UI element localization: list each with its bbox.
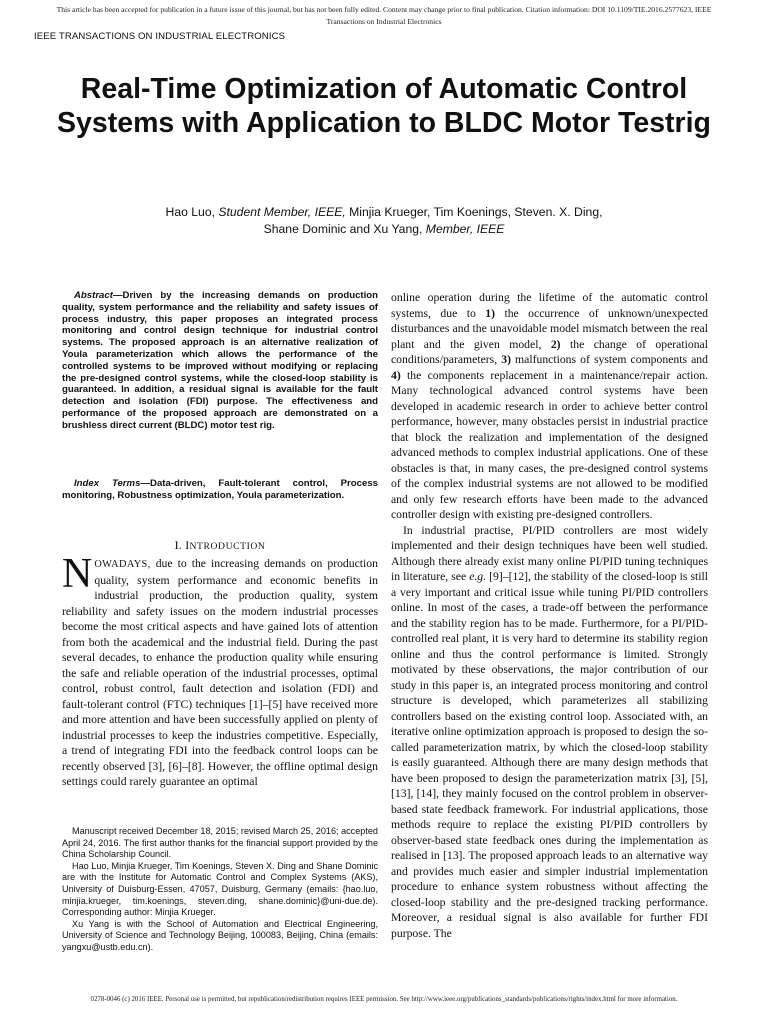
abstract-text: —Driven by the increasing demands on production quality, system performance and the reliability and safety issues of process industry, this paper proposes an integrated process monitoring and control design technique for industrial control systems. The proposed approach is an alternative realization of Youla parameterization which allows the performance of the controlled systems to be improved without modifying or replacing the pre-designed control systems, while the closed-loop stability is guaranteed. In addition, a residual signal is available for the fault detection and isolation (FDI) purpose. The effectiveness and performance of the proposed approach are demonstrated on a brushless direct current (BLDC) motor test rig.: [62, 290, 378, 431]
section-initial: I: [185, 538, 190, 552]
body-emphasis: e.g.: [469, 570, 487, 583]
list-marker: 3): [501, 353, 511, 366]
author-names: Shane Dominic and Xu Yang,: [263, 222, 423, 236]
body-paragraph: [391, 523, 708, 942]
author-membership: Member, IEEE: [425, 222, 505, 236]
author-list: [60, 204, 708, 238]
index-terms-label: Index Terms: [74, 478, 141, 489]
list-marker: 1): [485, 306, 495, 320]
paper-title: Real-Time Optimization of Automatic Control Systems with Application to BLDC Motor Testrig: [57, 73, 711, 139]
section-numeral: I.: [174, 538, 183, 552]
section-heading-introduction: [62, 538, 378, 553]
body-text: In industrial practise, PI/PID controllers are most widely implemented and their design techniques have been well studied. Although there already exist many online PI/PID tuning techniques in literature, see: [391, 523, 708, 583]
journal-name: IEEE TRANSACTIONS ON INDUSTRIAL ELECTRONICS: [34, 31, 286, 42]
drop-cap: N: [62, 551, 93, 597]
author-membership: Student Member, IEEE,: [218, 205, 346, 219]
abstract-label: Abstract: [74, 290, 113, 301]
footnote-affiliation-1: Hao Luo, Minjia Krueger, Tim Koenings, Steven X. Ding and Shane Dominic are with the Institute for Automatic Control and Complex Systems (AKS), University of Duisburg-Essen, 47057, Duisburg, Germany (emails: {hao.luo, minjia.krueger, tim.koenings, steven.ding, shane.dominic}@uni-due.de). Corresponding author: Minjia Krueger.: [62, 860, 378, 918]
list-marker: 4): [391, 368, 401, 382]
body-text: [9]–[12], the stability of the closed-loop is still a very important and critical issue while tuning PI/PID controllers online. In most of the cases, a trade-off between the performance and the stability region has to be made. Furthermore, for a PI/PID-controlled real plant, it is very hard to determine its stability region online and thus the control performance is limited. Strongly motivated by these observations, the major contribution of our study in this paper is, an integrated process monitoring and control structure is developed, which parameterizes all stabilizing controllers based on the existing control loop. Associated with, an iterative online optimization approach is proposed to design the so-called parameterization matrix, by which the closed-loop stability is easily guaranteed. Although there are many design methods that have been proposed to design the parameterization matrix [3], [5], [13], [14], they mainly focused on the control problem in observer-based state feedback framework. For industrial applications, those methods require to replace the existing PI/PID controllers by observer-based state feedback ones during the implementation as realised in [13]. The proposed approach leads to an alternative way and provides much easier and simpler industrial implementation procedure to enhance system robustness without affecting the closed-loop stability and the pre-designed tracking performance. Moreover, a residual signal is also available for further FDI purpose. The: [391, 570, 708, 940]
copyright-notice: 0278-0046 (c) 2016 IEEE. Personal use is permitted, but republication/redistribution requires IEEE permission. See http://www.ieee.org/publications_standards/publications/rights/index.html for more information.: [90, 996, 678, 1003]
banner-line-1: This article has been accepted for publication in a future issue of this journal, but has not been fully edited. Content may change prior to final publication. Citation information: DOI 10.1109/TIE.2016.2577623, IEEE: [56, 5, 712, 14]
index-terms-text: —Data-driven, Fault-tolerant control, Process monitoring, Robustness optimization, Youla parameterization.: [62, 478, 378, 501]
body-text: the components replacement in a maintenance/repair action. Many technological advanced control systems have been developed in academic research in order to achieve better control performance, however, many obstacles persist in industrial practice that block the realization and implementation of the designed advanced methods to complex industrial applications. One of these obstacles is that, in many cases, the pre-designed control systems of the complex industrial systems are not allowed to be modified and only few research efforts have been made to the advanced controller design with existing pre-designed controllers.: [391, 368, 708, 521]
banner-line-2: Transactions on Industrial Electronics: [326, 17, 442, 26]
intro-text: due to the increasing demands on production quality, system performance and economic benefits in industrial production, the production quality, system reliability and safety issues on the modern industrial processes become the most critical aspects and have gained lots of attention from both the academical and the industrial field. During the past several decades, to enhance the production quality while ensuring the safe and reliable operation of the industrial processes, optimal control, robust control, fault detection and isolation (FDI) and fault-tolerant control (FTC) techniques [1]–[5] have received more and more attention and have been successfully applied on plenty of industrial processes to keep the industries competitive. Especially, a trend of integrating FDI into the feedback control loops can be recently observed [3], [6]–[8]. However, the offline optimal design settings could rarely guarantee an optimal: [62, 557, 378, 788]
body-text: malfunctions of system components and: [510, 353, 708, 366]
list-marker: 2): [550, 337, 561, 351]
intro-lead-word: OWADAYS,: [94, 559, 151, 570]
footnotes: [62, 826, 378, 954]
author-name: Hao Luo,: [165, 205, 215, 219]
body-text: the change of operational conditions/parameters,: [391, 337, 708, 366]
footnote-affiliation-2: Xu Yang is with the School of Automation and Electrical Engineering, University of Science and Technology Beijing, 100083, Beijing, China (emails: yangxu@ustb.edu.cn).: [62, 918, 378, 952]
prepublication-banner: [20, 4, 748, 28]
right-column-body: [391, 290, 708, 941]
section-title-rest: NTRODUCTION: [189, 541, 266, 552]
abstract: [62, 290, 378, 432]
introduction-paragraph: [62, 551, 378, 790]
index-terms: [62, 478, 378, 502]
body-text: the occurrence of unknown/unexpected disturbances and the unavoidable model mismatch between the real plant and the given model,: [391, 306, 709, 351]
author-names: Minjia Krueger, Tim Koenings, Steven. X. Ding,: [349, 205, 603, 219]
footnote-manuscript: Manuscript received December 18, 2015; revised March 25, 2016; accepted April 24, 2016. The first author thanks for the financial support provided by the China Scholarship Council.: [62, 826, 378, 860]
body-text: online operation during the lifetime of the automatic control systems, due to: [391, 291, 708, 320]
body-paragraph: [391, 290, 708, 523]
